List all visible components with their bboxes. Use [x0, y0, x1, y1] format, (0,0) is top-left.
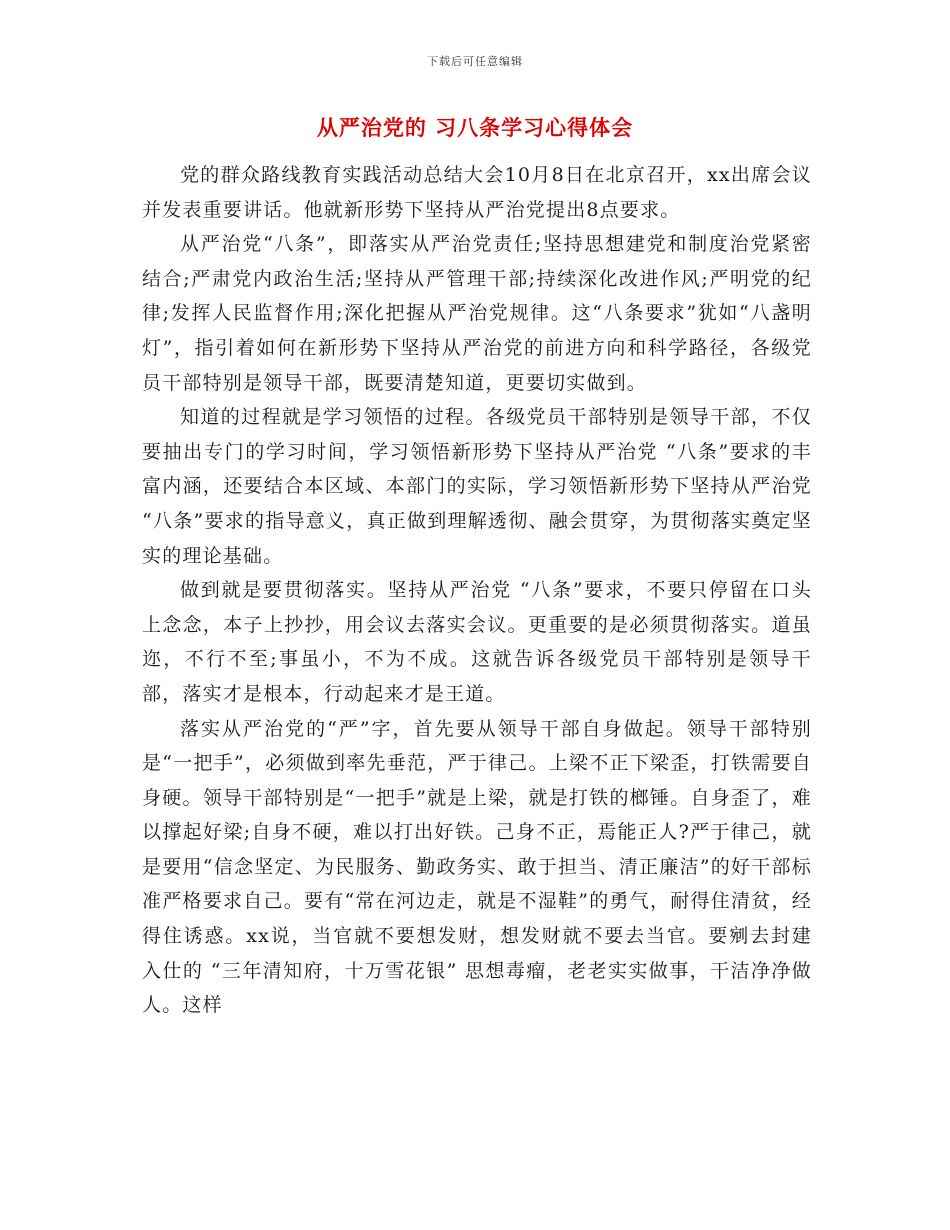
document-body: [142, 158, 812, 1023]
paragraph-5: 落实从严治党的“严”字，首先要从领导干部自身做起。领导干部特别是“一把手”，必须做到率先垂范，严于律己。上梁不正下梁歪，打铁需要自身硬。领导干部特别是“一把手”就是上梁，就是打铁的榔锤。自身歪了，难以撑起好梁;自身不硬，难以打出好铁。己身不正，焉能正人?严于律己，就是要用“信念坚定、为民服务、勤政务实、敢于担当、清正廉洁”的好干部标准严格要求自己。要有“常在河边走，就是不湿鞋”的勇气，耐得住清贫，经得住诱惑。xx说，当官就不要想发财，想发财就不要去当官。要剜去封建入仕的 “三年清知府，十万雪花银” 思想毒瘤，老老实实做事，干洁净净做人。这样: [142, 717, 812, 1017]
paragraph-4: 做到就是要贯彻落实。坚持从严治党 “八条”要求，不要只停留在口头上念念，本子上抄抄，用会议去落实会议。更重要的是必须贯彻落实。道虽迩，不行不至;事虽小，不为不成。这就告诉各级党员干部特别是领导干部，落实才是根本，行动起来才是王道。: [142, 579, 812, 705]
paragraph-2: 从严治党“八条”，即落实从严治党责任;坚持思想建党和制度治党紧密结合;严肃党内政治生活;坚持从严管理干部;持续深化改进作风;严明党的纪律;发挥人民监督作用;深化把握从严治党规律。这“八条要求”犹如“八盏明灯”，指引着如何在新形势下坚持从严治党的前进方向和科学路径，各级党员干部特别是领导干部，既要清楚知道，更要切实做到。: [142, 233, 812, 394]
paragraph-1: 党的群众路线教育实践活动总结大会10月8日在北京召开，xx出席会议并发表重要讲话。他就新形势下坚持从严治党提出8点要求。: [142, 164, 812, 221]
document-title: 从严治党的 习八条学习心得体会: [316, 116, 634, 140]
page-header: 下载后可任意编辑: [427, 55, 523, 68]
paragraph-3: 知道的过程就是学习领悟的过程。各级党员干部特别是领导干部，不仅要抽出专门的学习时间，学习领悟新形势下坚持从严治党 “八条”要求的丰富内涵，还要结合本区域、本部门的实际，学习领悟新形势下坚持从严治党 “八条”要求的指导意义，真正做到理解透彻、融会贯穿，为贯彻落实奠定坚实的理论基础。: [142, 406, 812, 567]
